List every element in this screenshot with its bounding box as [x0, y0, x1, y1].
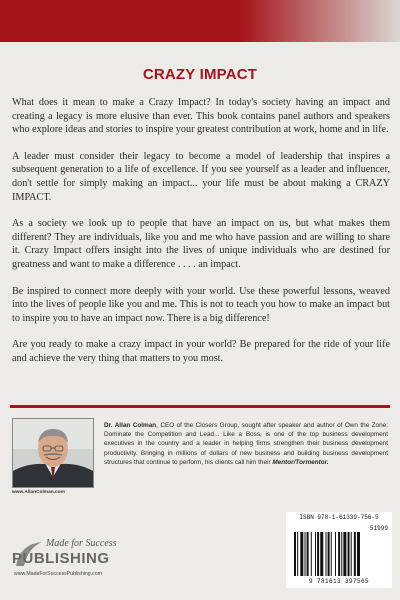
author-portrait-image	[13, 419, 93, 487]
description-paragraph-5: Are you ready to make a crazy impact in your world? Be prepared for the ride of your life and achieve the very thing that matters to you most.	[12, 339, 390, 364]
publisher-tagline: Made for Success	[46, 538, 117, 549]
publisher-name: PUBLISHING	[12, 550, 110, 567]
section-divider	[10, 405, 390, 408]
author-bio-text: , CEO of the Closers Group, sought after speaker and author of Own the Zone: Dominate the Competition and Lead... Like a Boss, is one of the top business development executives in the country and a leader in helping firms strengthen their business development productivity. Bringing in millions of dollars of new business and building business development structures that continue to perform, his clients call him their	[104, 422, 388, 466]
description-paragraph-3: As a society we look up to people that have an impact on us, but what makes them different? They are individuals, like you and me who have passion and are willing to share it. Crazy Impact offers insight into the lives of unique individuals who are destined for greatness and want to make a difference . . . . an impact.	[12, 218, 390, 270]
back-cover-description	[12, 96, 390, 379]
publisher-logo	[12, 538, 132, 588]
author-website: www.AllanColman.com	[12, 490, 65, 495]
top-banner-fade	[240, 0, 400, 42]
author-bio	[104, 421, 388, 467]
description-paragraph-2: A leader must consider their legacy to become a model of leadership that inspires a subsequent generation to a life of excellence. If you see yourself as a leader and influencer, don't settle for simply making an impact... your life must be about making a CRAZY IMPACT.	[12, 150, 390, 203]
publisher-website: www.MadeForSuccessPublishing.com	[14, 571, 102, 577]
top-banner	[0, 0, 400, 42]
author-name: Dr. Allan Colman	[104, 422, 157, 429]
book-title: CRAZY IMPACT	[142, 66, 258, 83]
author-bio-title: Mentor/Tormentor.	[272, 458, 329, 466]
barcode-digits: 9 781613 397565	[308, 578, 369, 585]
isbn-number: ISBN 978-1-61339-756-5	[299, 514, 379, 521]
barcode-bars	[290, 532, 388, 576]
author-photo	[12, 418, 94, 488]
isbn-barcode	[286, 512, 392, 588]
description-paragraph-4: Be inspired to connect more deeply with your world. Use these powerful lessons, weaved into the lives of people like you and me. This is not to teach you how to make an impact but to inspire you to have an impact now. There is a big difference!	[12, 285, 390, 324]
description-paragraph-1: What does it mean to make a Crazy Impact? In today's society having an impact and creating a legacy is more elusive than ever. This book contains panel authors and speakers who explore ideas and stories to inspire your greatest contribution at work, home and in life.	[12, 97, 390, 136]
barcode-price-code: 51999	[369, 525, 388, 532]
